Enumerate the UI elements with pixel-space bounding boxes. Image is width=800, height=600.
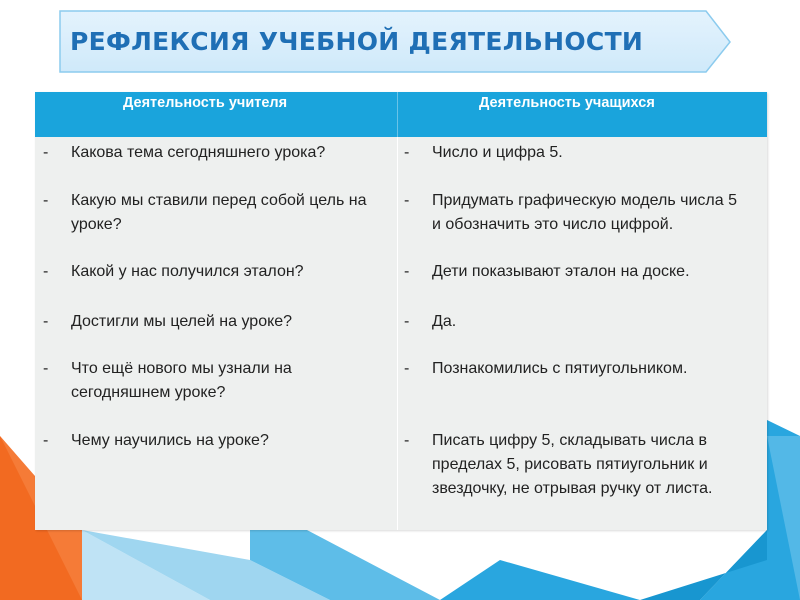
student-answer-6: - Писать цифру 5, складывать числа в пределах 5, рисовать пятиугольник и звездочку, не отрывая ручку от листа. bbox=[404, 432, 713, 497]
teacher-question-3: - Какой у нас получился эталон? bbox=[43, 263, 304, 280]
teacher-question-5: - Что ещё нового мы узнали на сегодняшнем уроке? bbox=[43, 360, 292, 401]
student-answer-2: - Придумать графическую модель числа 5 и обозначить это число цифрой. bbox=[404, 192, 737, 233]
teacher-question-2: - Какую мы ставили перед собой цель на уроке? bbox=[43, 192, 367, 233]
teacher-question-4: - Достигли мы целей на уроке? bbox=[43, 313, 293, 330]
student-answer-5: - Познакомились с пятиугольником. bbox=[404, 360, 688, 377]
header-divider bbox=[397, 92, 398, 137]
column-divider bbox=[397, 137, 398, 530]
column-header-students: Деятельность учащихся bbox=[479, 95, 655, 111]
teacher-question-1: - Какова тема сегодняшнего урока? bbox=[43, 144, 326, 161]
table-header bbox=[35, 92, 767, 137]
student-answer-1: - Число и цифра 5. bbox=[404, 144, 563, 161]
title-banner bbox=[58, 9, 734, 75]
student-answer-4: - Да. bbox=[404, 313, 457, 330]
page-title: РЕФЛЕКСИЯ УЧЕБНОЙ ДЕЯТЕЛЬНОСТИ bbox=[70, 27, 644, 56]
column-header-teacher: Деятельность учителя bbox=[123, 95, 288, 111]
reflection-table bbox=[35, 92, 767, 530]
teacher-question-6: - Чему научились на уроке? bbox=[43, 432, 269, 449]
student-answer-3: - Дети показывают эталон на доске. bbox=[404, 263, 690, 280]
